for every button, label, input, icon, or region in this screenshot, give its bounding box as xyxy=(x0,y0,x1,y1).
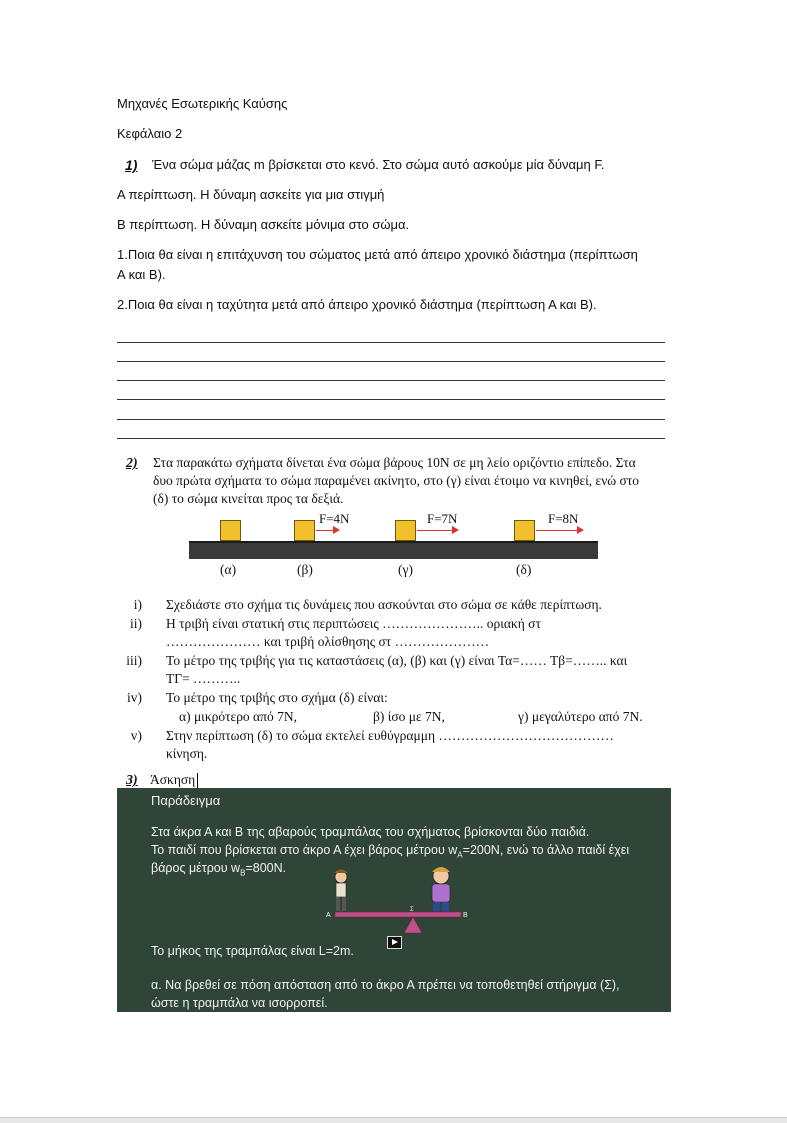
point-s-label: Σ xyxy=(410,907,414,913)
case-label: (γ) xyxy=(398,562,413,577)
answer-line xyxy=(117,361,665,362)
block-d xyxy=(514,520,535,541)
answer-line xyxy=(117,342,665,343)
document-title: Μηχανές Εσωτερικής Καύσης xyxy=(117,96,288,111)
q3-label: Άσκηση xyxy=(150,772,198,788)
q1-text: Ένα σώμα μάζας m βρίσκεται στο κενό. Στο σώμα αυτό ασκούμε μία δύναμη F. xyxy=(152,157,605,172)
force-label: F=7N xyxy=(427,511,458,526)
child-b-figure xyxy=(432,867,450,912)
seesaw-board xyxy=(335,912,461,917)
force-arrow-8n xyxy=(536,530,582,531)
force-arrow-7n xyxy=(417,530,457,531)
chapter-label: Κεφάλαιο 2 xyxy=(117,126,183,141)
example-heading: Παράδειγμα xyxy=(151,793,221,808)
q2-item-ii-cont: ………………… και τριβή ολίσθησης στ ………………… xyxy=(166,634,490,649)
q2-item-iii-cont: ΤΓ= ……….. xyxy=(166,671,241,686)
q2-item-iv-opt-a: α) μικρότερο από 7Ν, xyxy=(179,709,297,724)
answer-line xyxy=(117,438,665,439)
case-label: (δ) xyxy=(516,562,532,577)
q2-item-v-cont: κίνηση. xyxy=(166,746,208,761)
example-p1: Στα άκρα Α και Β της αβαρούς τραμπάλας του σχήματος βρίσκονται δύο παιδιά. xyxy=(151,825,590,839)
block-a xyxy=(220,520,241,541)
q2-item-iv-opt-b: β) ίσο με 7Ν, xyxy=(373,709,445,724)
q2-number: 2) xyxy=(126,456,138,471)
window-bottom-edge xyxy=(0,1117,787,1123)
force-label: F=4N xyxy=(319,511,350,526)
q1-case-a: Α περίπτωση. Η δύναμη ασκείτε για μια στιγμή xyxy=(117,187,385,202)
example-length: Το μήκος της τραμπάλας είναι L=2m. xyxy=(151,944,354,958)
force-label: F=8N xyxy=(548,511,579,526)
play-icon xyxy=(392,939,398,945)
text-cursor xyxy=(197,773,198,788)
play-button[interactable] xyxy=(387,936,402,949)
q1-case-b: Β περίπτωση. Η δύναμη ασκείτε μόνιμα στο σώμα. xyxy=(117,217,410,232)
example-question-a1: α. Να βρεθεί σε πόση απόσταση από το άκρο Α πρέπει να τοποθετηθεί στήριγμα (Σ), xyxy=(151,978,620,992)
case-label: (α) xyxy=(220,562,237,577)
q2-line2: δυο πρώτα σχήματα το σώμα παραμένει ακίνητο, στο (γ) είναι έτοιμο να κινηθεί, ενώ στο xyxy=(153,473,640,488)
q2-item-iv-opt-c: γ) μεγαλύτερο από 7Ν. xyxy=(518,709,643,724)
block-c xyxy=(395,520,416,541)
fulcrum xyxy=(404,917,422,933)
point-a-label: A xyxy=(326,912,331,919)
force-arrow-4n xyxy=(316,530,338,531)
child-a-figure xyxy=(334,870,348,912)
q3-number: 3) xyxy=(126,773,138,788)
case-label: (β) xyxy=(297,562,313,577)
example-panel xyxy=(117,788,671,1012)
q1-number: 1) xyxy=(125,157,138,173)
rough-surface xyxy=(189,541,598,559)
answer-line xyxy=(117,419,665,420)
example-p2: Το παιδί που βρίσκεται στο άκρο Α έχει βάρος μέτρου $w_A=200N$, ενώ το άλλο παιδί έχει xyxy=(151,843,630,860)
q1-sub1-line2: Α και Β). xyxy=(117,267,166,282)
example-question-a2: ώστε η τραμπάλα να ισορροπεί. xyxy=(151,996,328,1010)
seesaw-illustration xyxy=(322,864,472,946)
q1-sub1-line1: 1.Ποια θα είναι η επιτάχυνση του σώματος μετά από άπειρο χρονικό διάστημα (περίπτωση xyxy=(117,247,638,262)
q2-line1: Στα παρακάτω σχήματα δίνεται ένα σώμα βάρους 10Ν σε μη λείο οριζόντιο επίπεδο. Στα xyxy=(153,455,636,470)
answer-line xyxy=(117,380,665,381)
example-p3: βάρος μέτρου $w_B=800N$. xyxy=(151,861,287,878)
point-b-label: B xyxy=(463,912,468,919)
q2-line3: (δ) το σώμα κινείται προς τα δεξιά. xyxy=(153,491,344,506)
q1-sub2: 2.Ποια θα είναι η ταχύτητα μετά από άπειρο χρονικό διάστημα (περίπτωση Α και Β). xyxy=(117,297,597,312)
answer-line xyxy=(117,399,665,400)
block-b xyxy=(294,520,315,541)
